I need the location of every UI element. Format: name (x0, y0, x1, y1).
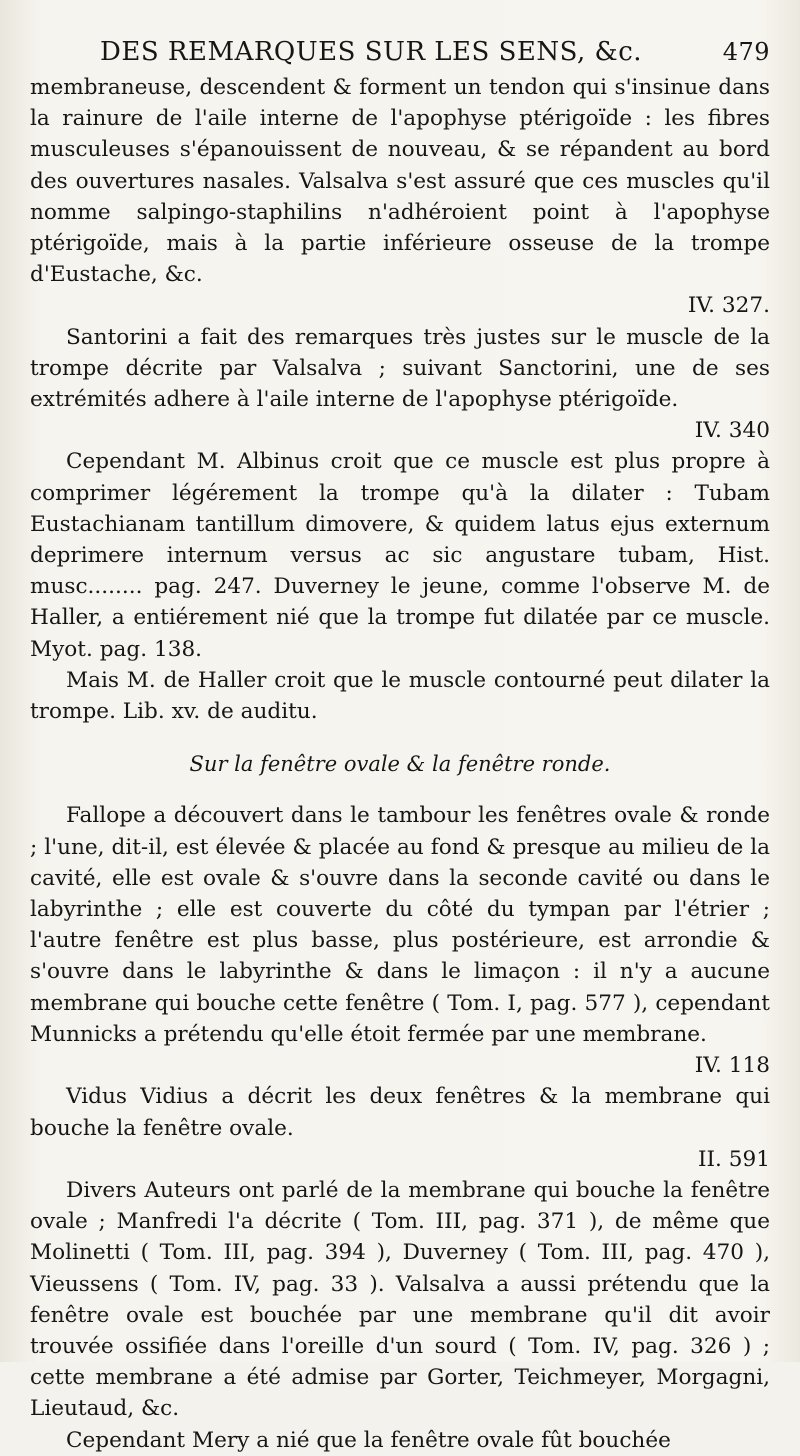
reference: IV. 327. (687, 293, 770, 319)
paragraph: Fallope a découvert dans le tambour les fenêtres ovale & ronde ; l'une, dit-il, est élevée & placée au fond & presque au milieu de la cavité, elle est ovale & s'ouvre dans la seconde cavité ou dans le labyrinthe ; elle est couverte du côté du tympan par l'étrier ; l'autre fenêtre est plus basse, plus postérieure, est arrondie & s'ouvre dans le labyrinthe & dans le limaçon : il n'y a aucune membrane qui bouche cette fenêtre ( Tom. I, pag. 577 ), cependant Munnicks a prétendu qu'elle étoit fermée par une membrane. IV. 118 (30, 800, 770, 1081)
paragraph: Cependant Mery a nié que la fenêtre ovale fût bouchée (66, 1427, 671, 1453)
header-title: DES REMARQUES SUR LES SENS, &c. (100, 37, 643, 67)
paragraph: membraneuse, descendent & forment un tendon qui s'insinue dans la rainure de l'aile interne de l'apophyse ptérigoïde : les fibres musculeuses s'épanouissent de nouveau, & se répandent au bord des ouvertures nasales. Valsalva s'est assuré que ces muscles qu'il nomme salpingo-staphilins n'adhéroient point à l'apophyse ptérigoïde, mais à la partie inférieure osseuse de la trompe d'Eustache, &c. IV. 327. (30, 72, 770, 322)
paragraph: Divers Auteurs ont parlé de la membrane qui bouche la fenêtre ovale ; Manfredi l'a décrite ( Tom. III, pag. 371 ), de même que Molinetti ( Tom. III, pag. 394 ), Duverney ( Tom. III, pag. 470 ), Vieussens ( Tom. IV, pag. 33 ). Valsalva a aussi prétendu que la fenêtre ovale est bouchée par une membrane qu'il dit avoir trouvée ossifiée dans l'oreille d'un sourd ( Tom. IV, pag. 326 ) ; cette membrane a été admise par Gorter, Teichmeyer, Morgagni, Lieutaud, &c. (30, 1177, 770, 1422)
reference: II. 591 (697, 1146, 770, 1172)
reference: IV. 118 (694, 1053, 770, 1079)
running-header (100, 30, 770, 74)
paragraph: Vidus Vidius a décrit les deux fenêtres & la membrane qui bouche la fenêtre ovale. II. 591 (30, 1081, 770, 1175)
body-text (30, 72, 770, 1456)
page-number: 479 (722, 38, 770, 66)
section-heading: Sur la fenêtre ovale & la fenêtre ronde. (189, 752, 611, 777)
paragraph: Mais M. de Haller croit que le muscle contourné peut dilater la trompe. Lib. xv. de auditu. (30, 667, 770, 725)
reference: IV. 340 (694, 418, 770, 444)
paragraph: Santorini a fait des remarques très justes sur le muscle de la trompe décrite par Valsalva ; suivant Sanctorini, une de ses extrémités adhere à l'aile interne de l'apophyse ptérigoïde. IV. 340 (30, 322, 770, 447)
paragraph: Cependant M. Albinus croit que ce muscle est plus propre à comprimer légérement la trompe qu'à la dilater : Tubam Eustachianam tantillum dimovere, & quidem latus ejus externum deprimere internum versus ac sic angustare tubam, Hist. musc........ pag. 247. Duverney le jeune, comme l'observe M. de Haller, a entiérement nié que la trompe fut dilatée par ce muscle. Myot. pag. 138. (30, 449, 770, 662)
